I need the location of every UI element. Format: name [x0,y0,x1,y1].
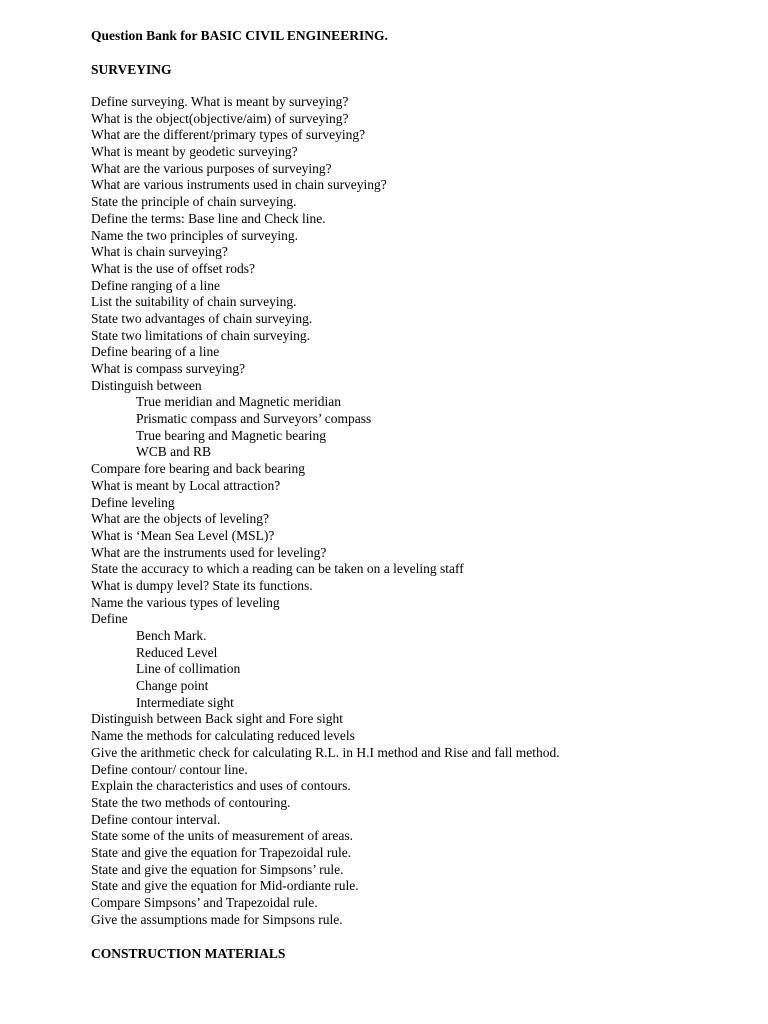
question-item: Define surveying. What is meant by surveying? [91,94,349,109]
sub-question-item: WCB and RB [136,444,212,460]
question-item: List the suitability of chain surveying. [91,294,297,310]
question-item: Explain the characteristics and uses of contours. [91,778,351,794]
question-item: What is dumpy level? State its functions. [91,577,313,593]
document-title: Question Bank for BASIC CIVIL ENGINEERING. [91,28,388,43]
question-item: What are the different/primary types of surveying? [91,127,366,143]
question-item: Give the arithmetic check for calculating R.L. in H.I method and Rise and fall method. [91,744,560,760]
question-item: State two limitations of chain surveying. [91,327,310,343]
sub-question-item: Intermediate sight [136,694,234,710]
question-item: State some of the units of measurement of areas. [91,828,354,844]
question-item: State two advantages of chain surveying. [91,310,313,326]
section-heading-surveying: SURVEYING [91,62,172,77]
question-item: Define [91,611,128,627]
question-item: State the principle of chain surveying. [91,194,297,210]
document-page [91,27,751,962]
question-item: What is chain surveying? [91,244,228,260]
sub-question-item: True bearing and Magnetic bearing [136,427,326,443]
question-item: State and give the equation for Mid-ordiante rule. [91,878,359,894]
question-item: Name the methods for calculating reduced levels [91,728,355,744]
sub-question-item: True meridian and Magnetic meridian [136,394,341,410]
question-item: State the two methods of contouring. [91,794,291,810]
question-item: What is the use of offset rods? [91,260,255,276]
question-item: What is meant by Local attraction? [91,477,281,493]
question-item: Distinguish between Back sight and Fore sight [91,711,343,727]
question-item: Define the terms: Base line and Check line. [91,210,326,226]
question-item: What are the instruments used for leveling? [91,544,327,560]
question-item: Define leveling [91,494,175,510]
question-item: Distinguish between [91,377,202,393]
question-item: What is ‘Mean Sea Level (MSL)? [91,527,275,543]
question-item: Compare Simpsons’ and Trapezoidal rule. [91,895,318,910]
surveying-question-list [91,94,751,928]
question-item: What are the various purposes of surveying? [91,160,332,176]
question-item: Name the various types of leveling [91,594,280,610]
question-item: What is the object(objective/aim) of surveying? [91,110,349,126]
question-item: State and give the equation for Trapezoidal rule. [91,844,352,860]
question-item: Compare fore bearing and back bearing [91,461,306,477]
sub-question-item: Prismatic compass and Surveyors’ compass [136,411,372,427]
question-item: State and give the equation for Simpsons’ rule. [91,861,344,877]
question-item: Define bearing of a line [91,344,220,360]
question-item: Name the two principles of surveying. [91,227,298,243]
section-heading-construction-materials: CONSTRUCTION MATERIALS [91,946,286,962]
sub-question-item: Change point [136,678,209,694]
question-item: Define contour interval. [91,811,221,827]
question-item: What are the objects of leveling? [91,511,270,527]
sub-question-item: Line of collimation [136,661,241,677]
question-item: Define contour/ contour line. [91,761,248,777]
question-item: What is meant by geodetic surveying? [91,144,298,160]
sub-question-item: Reduced Level [136,644,218,660]
question-item: Give the assumptions made for Simpsons rule. [91,911,343,927]
question-item: What is compass surveying? [91,361,246,376]
sub-question-item: Bench Mark. [136,628,207,643]
question-item: Define ranging of a line [91,277,220,293]
question-item: What are various instruments used in chain surveying? [91,177,387,193]
question-item: State the accuracy to which a reading can be taken on a leveling staff [91,561,464,577]
